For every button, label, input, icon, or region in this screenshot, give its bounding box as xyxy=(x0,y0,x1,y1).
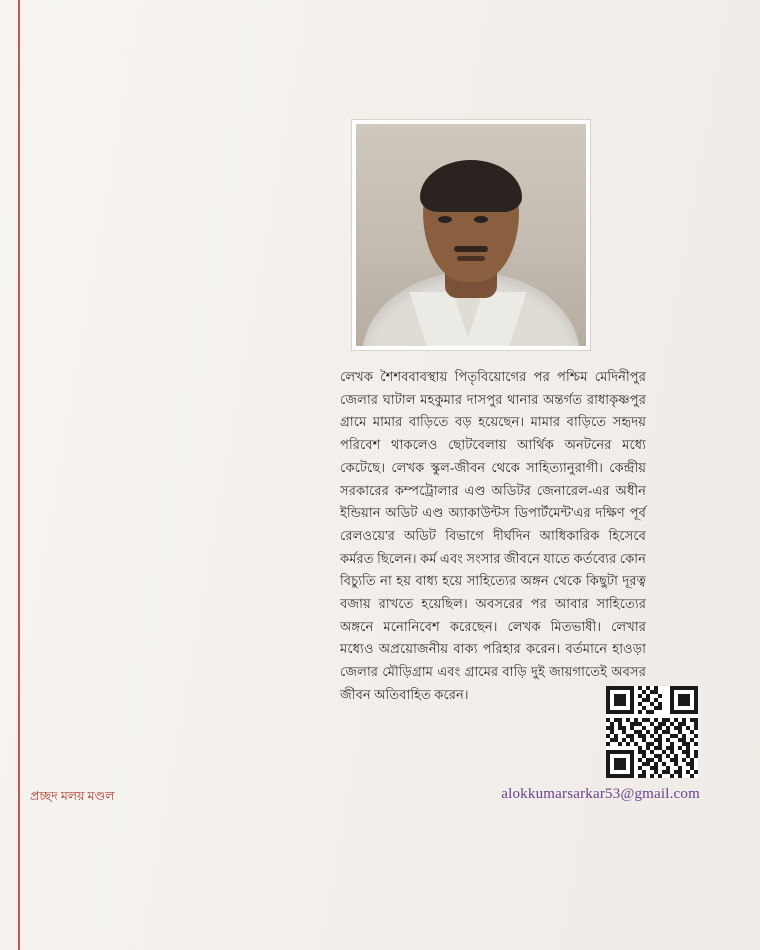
author-photo xyxy=(352,120,590,350)
spine-rule xyxy=(18,0,20,950)
portrait-mouth xyxy=(457,256,485,261)
author-portrait xyxy=(356,124,586,346)
cover-credit: প্রচ্ছদ মলয় মণ্ডল xyxy=(30,789,115,803)
author-biography: লেখক শৈশববাবস্থায় পিতৃবিয়োগের পর পশ্চিম মেদিনীপুর জেলার ঘাটাল মহকুমার দাসপুর থানার অন্তর্গত রাধাকৃষ্ণপুর গ্রামে মামার বাড়িতে বড় হয়েছেন। মামার বাড়িতে সহৃদয় পরিবেশ থাকলেও ছোটবেলায় আর্থিক অনটনের মধ্যে কেটেছে। লেখক স্কুল-জীবন থেকে সাহিত্যানুরাগী। কেন্দ্রীয় সরকারের কম্পট্রোলার এণ্ড অডিটর জেনারেল-এর অধীন ইন্ডিয়ান অডিট এণ্ড অ্যাকাউন্টস ডিপার্টমেন্ট'এর দক্ষিণ পূর্ব রেলওয়ে'র অডিট বিভাগে দীর্ঘদিন আধিকারিক হিসেবে কর্মরত ছিলেন। কর্ম এবং সংসার জীবনে যাতে কর্তব্যের কোন বিচ্যুতি না হয় বাধ্য হয়ে সাহিত্যের অঙ্গন থেকে কিছুটা দূরত্ব বজায় রাখতে হয়েছিল। অবসরের পর আবার সাহিত্যের অঙ্গনে মনোনিবেশ করেছেন। লেখক মিতভাষী। লেখার মধ্যেও অপ্রয়োজনীয় বাক্য পরিহার করেন। বর্তমানে হাওড়া জেলার মৌড়িগ্রাম এবং গ্রামের বাড়ি দুই জায়গাতেই অবসর জীবন অতিবাহিত করেন। xyxy=(340,369,646,702)
portrait-eye-right xyxy=(474,216,488,223)
portrait-mustache xyxy=(454,246,488,252)
portrait-eye-left xyxy=(438,216,452,223)
qr-code-icon[interactable] xyxy=(606,686,698,778)
author-email[interactable]: alokkumarsarkar53@gmail.com xyxy=(501,786,700,802)
